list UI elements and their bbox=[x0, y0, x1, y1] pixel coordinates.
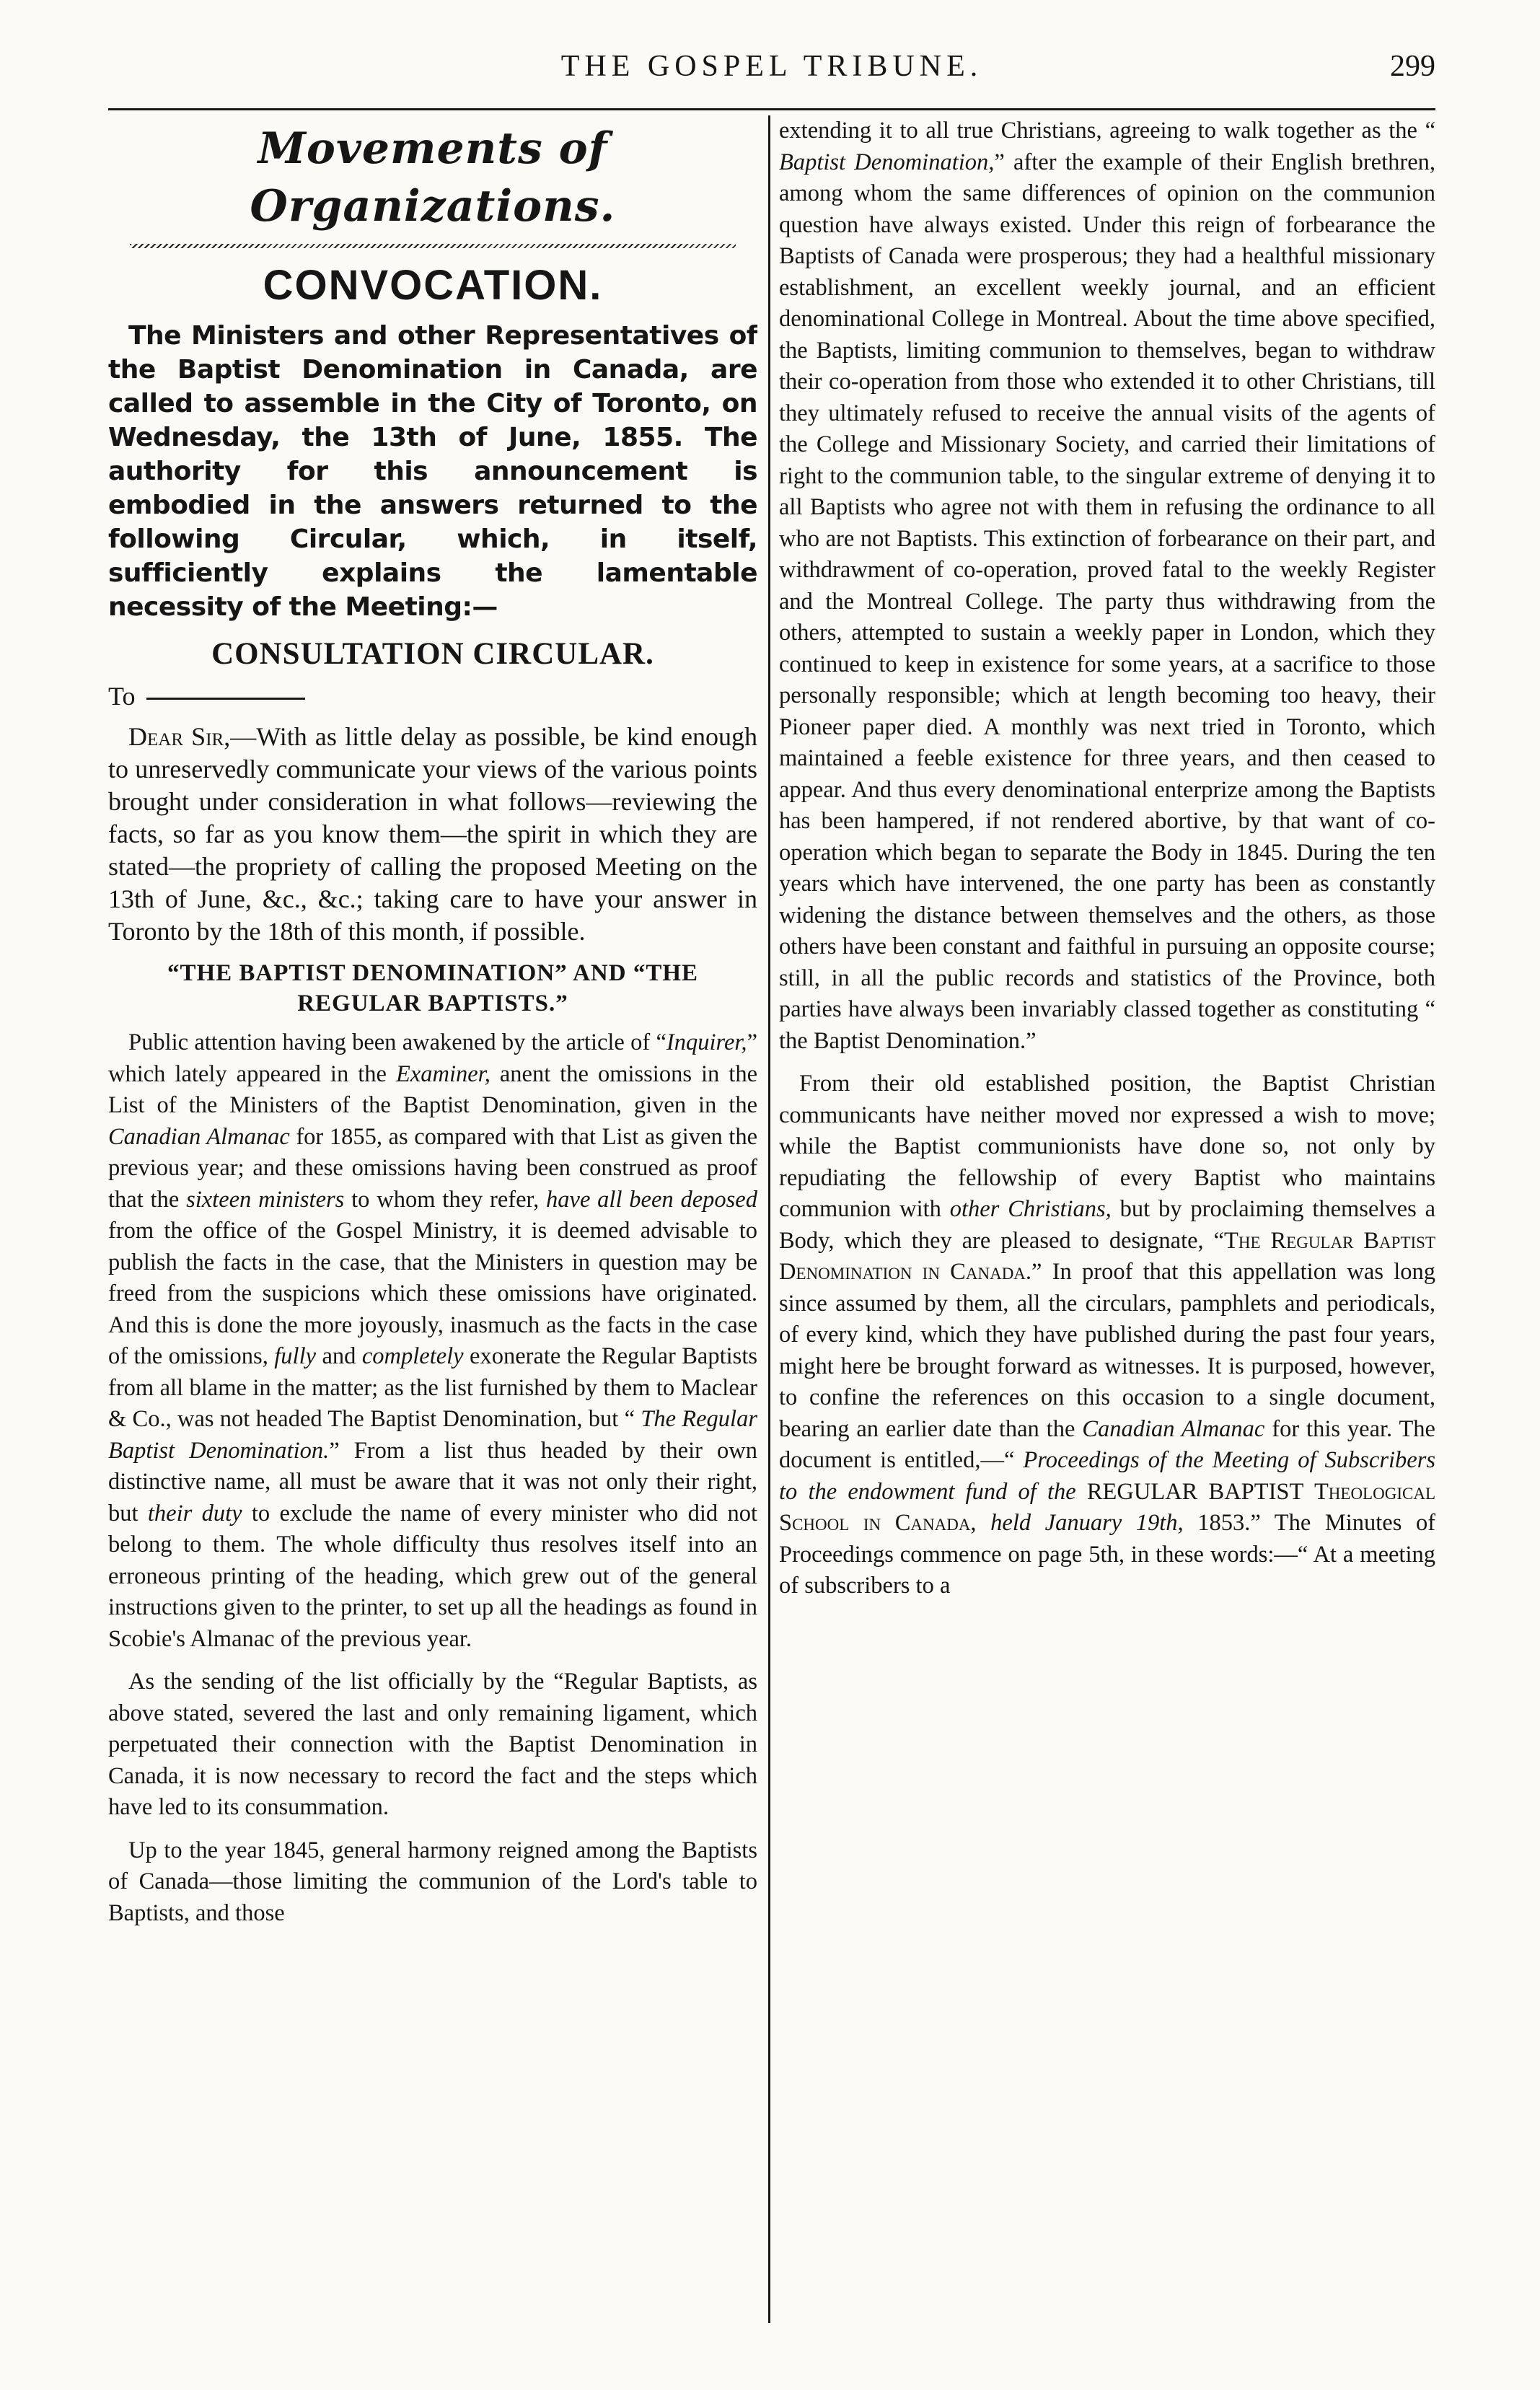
paragraph: From their old established position, the Baptist Christian communicants have neither moved nor expressed a wish to move; while the Baptist communionists have done so, not only by repudiating the fellowship of every Baptist who maintains communion with other Christians, but by proclaiming themselves a Body, which they are pleased to designate, “The Regular Baptist Denomination in Canada.” In proof that this appellation was long since assumed by them, all the circulars, pamphlets and periodicals, of every kind, which they have published during the past four years, might here be brought forward as witnesses. It is purposed, however, to confine the references on this occasion to a single document, bearing an earlier date than the Canadian Almanac for this year. The document is entitled,—“ Proceedings of the Meeting of Subscribers to the endowment fund of the REGULAR BAPTIST Theological School in Canada, held January 19th, 1853.” The Minutes of Proceedings commence on page 5th, in these words:—“ At a meeting of subscribers to a bbox=[779, 1071, 1435, 1599]
right-column bbox=[779, 115, 1435, 2323]
column-divider bbox=[768, 115, 770, 2323]
article-heading: “THE BAPTIST DENOMINATION” AND “THE REGULAR BAPTISTS.” bbox=[167, 960, 699, 1016]
to-line bbox=[108, 679, 757, 713]
blank-line bbox=[146, 698, 305, 700]
convocation-title: CONVOCATION. bbox=[263, 262, 603, 309]
letter-body: —With as little delay as possible, be kind enough to unreservedly communicate your views of the various points brought under consideration in what follows—reviewing the facts, so far as you know them—the spirit in which they are stated—the propriety of calling the proposed Meeting on the 13th of June, &c., &c.; taking care to have your answer in Toronto by the 18th of this month, if possible. bbox=[108, 722, 757, 946]
running-header bbox=[108, 45, 1435, 95]
page-number: 299 bbox=[1390, 50, 1435, 83]
to-label: To bbox=[108, 682, 136, 711]
letter-salutation: Dear Sir, bbox=[128, 722, 231, 751]
section-heading: Movements of Organizations. bbox=[250, 123, 616, 232]
circular-title: CONSULTATION CIRCULAR. bbox=[211, 637, 654, 671]
circular-letter bbox=[108, 721, 757, 948]
paragraph: Public attention having been awakened by the article of “Inquirer,” which lately appeared in the Examiner, anent the omissions in the List of the Ministers of the Baptist Denomination, given in the Canadian Almanac for 1855, as compared with that List as given the previous year; and these omissions having been construed as proof that the sixteen ministers to whom they refer, have all been deposed from the office of the Gospel Ministry, it is deemed advisable to publish the facts in the case, that the Ministers in question may be freed from the suspicions which these omissions have originated. And this is done the more joyously, inasmuch as the facts in the case of the omissions, fully and completely exonerate the Regular Baptists from all blame in the matter; as the list furnished by them to Maclear & Co., was not headed The Baptist Denomination, but “ The Regular Baptist Denomination.” From a list thus headed by their own distinctive name, all must be aware that it was not only their right, but their duty to exclude the name of every minister who did not belong to them. The whole difficulty thus resolves itself into an erroneous printing of the heading, which grew out of the general instructions given to the printer, to set up all the headings as found in Scobie's Almanac of the previous year. bbox=[108, 1029, 757, 1652]
paragraph: Up to the year 1845, general harmony reigned among the Baptists of Canada—those limiting the communion of the Lord's table to Baptists, and those bbox=[108, 1837, 757, 1926]
paragraph: As the sending of the list officially by the “Regular Baptists, as above stated, severed the last and only remaining ligament, which perpetuated their connection with the Baptist Denomination in Canada, it is now necessary to record the fact and the steps which have led to its consummation. bbox=[108, 1669, 757, 1820]
wavy-rule bbox=[130, 241, 736, 251]
convocation-announcement: The Ministers and other Representatives of the Baptist Denomination in Canada, are called to assemble in the City of Toronto, on Wednesday, the 13th of June, 1855. The authority for this announcement is embodied in the answers returned to the following Circular, which, in itself, sufficiently explains the lamentable necessity of the Meeting:— bbox=[108, 321, 757, 622]
paragraph: extending it to all true Christians, agreeing to walk together as the “ Baptist Denomination,” after the example of their English brethren, among whom the same differences of opinion on the communion question have always existed. Under this reign of forbearance the Baptists of Canada were prosperous; they had a healthful missionary establishment, an excellent weekly journal, and an efficient denominational College in Montreal. About the time above specified, the Baptists, limiting communion to themselves, began to withdraw their co-operation from those who extended it to other Christians, till they ultimately refused to receive the annual visits of the agents of the College and Missionary Society, and carried their limitations of right to the communion table, to the singular extreme of denying it to all Baptists who agree not with them in refusing the ordinance to all who are not Baptists. This extinction of forbearance on their part, and withdrawment of co-operation, proved fatal to the weekly Register and the Montreal College. The party thus withdrawing from the others, attempted to sustain a weekly paper in London, which they continued to keep in existence for some years, at a sacrifice to those personally responsible; which at length becoming too heavy, their Pioneer paper died. A monthly was next tried in Toronto, which maintained a feeble existence for three years, and then ceased to appear. And thus every denominational enterprize among the Baptists has been hampered, if not rendered abortive, by that want of co-operation which began to separate the Body in 1845. During the ten years which have intervened, the one party has been as constantly widening the distance between themselves and the others, as those others have been constant and faithful in pursuing an opposite course; still, in all the public records and statistics of the Province, both parties have always been invariably classed together as constituting “ the Baptist Denomination.” bbox=[779, 118, 1435, 1054]
header-rule bbox=[108, 108, 1435, 110]
left-column bbox=[108, 115, 757, 2323]
running-title: THE GOSPEL TRIBUNE. bbox=[560, 50, 983, 83]
